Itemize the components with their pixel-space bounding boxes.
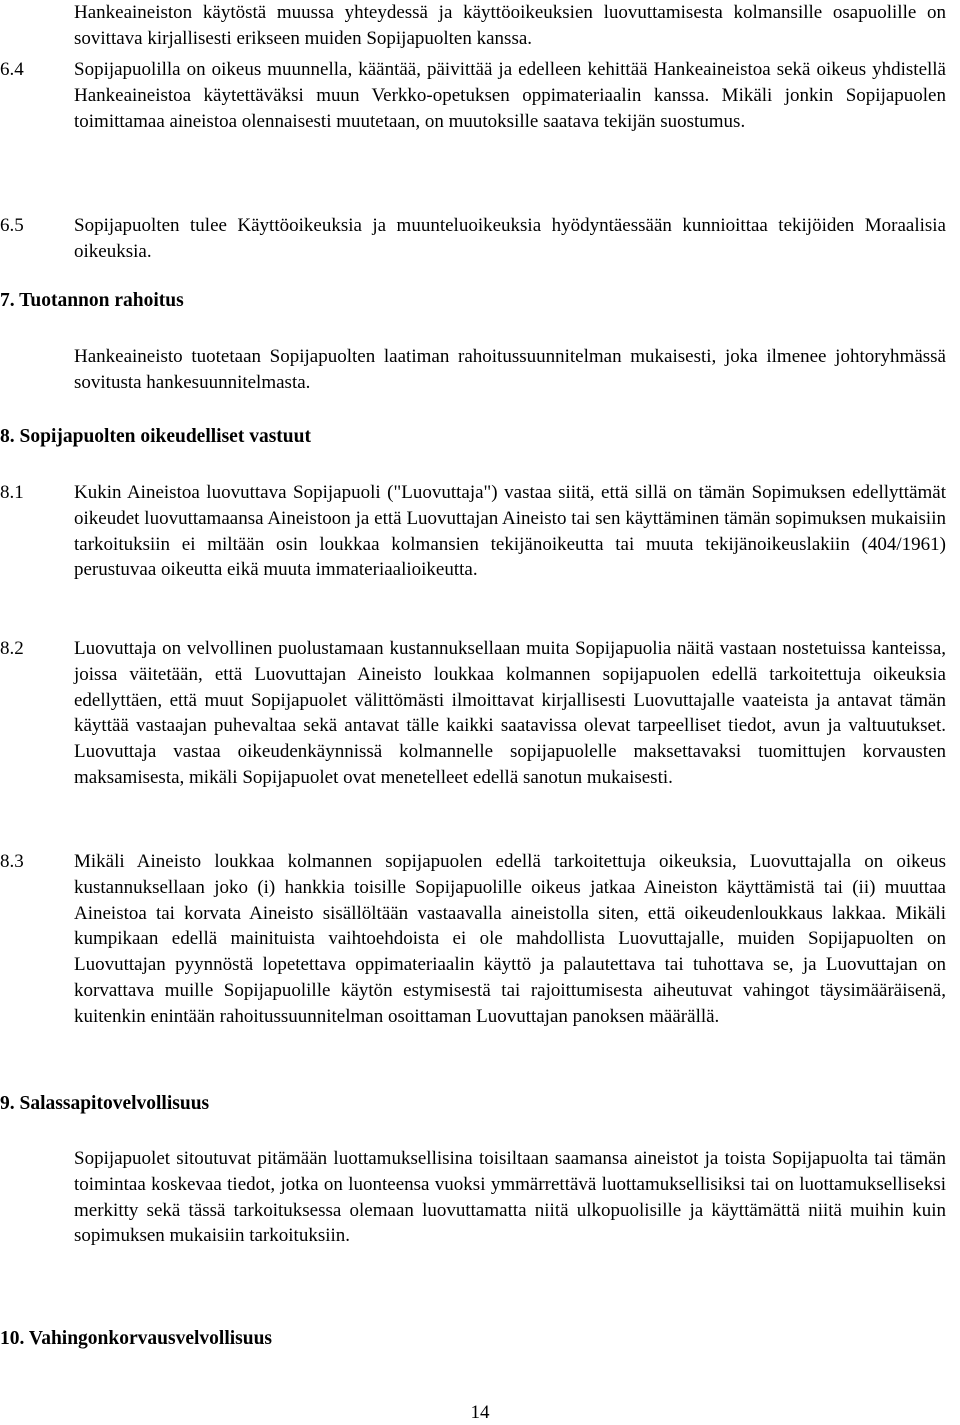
clause-text: Sopijapuolten tulee Käyttöoikeuksia ja muunteluoikeuksia hyödyntäessään kunnioittaa tekijöiden Moraalisia oikeuksia. — [74, 215, 946, 262]
top-paragraph: Hankeaineiston käytöstä muussa yhteydessä ja käyttöoikeuksien luovuttamisesta kolmansille osapuolille on sovittava kirjallisesti erikseen muiden Sopijapuolten kanssa. — [74, 2, 946, 49]
section-heading: 8. Sopijapuolten oikeudelliset vastuut — [0, 426, 311, 447]
clause-text: Luovuttaja on velvollinen puolustamaan kustannuksellaan muita Sopijapuolia näitä vastaan nostetuissa kanteissa, joissa väitetään, että Luovuttajan Aineisto loukkaa kolmannen sopijapuolen edellä tarkoitettuja oikeuksia edellyttäen, että muut Sopijapuolet välittömästi ilmoittavat kirjallisesti Luovuttajalle vaateista ja antavat tämän käyttää vastaajan puhevaltaa sekä antavat tälle kaikki saatavissa olevat tarpeelliset tiedot, avun ja valtuutukset. Luovuttaja vastaa oikeudenkäynnissä kolmannelle sopijapuolelle maksettavaksi tuomittujen korvausten maksamisesta, mikäli Sopijapuolet ovat menetelleet edellä sanotun mukaisesti. — [74, 638, 946, 788]
section-heading: 10. Vahingonkorvausvelvollisuus — [0, 1328, 273, 1349]
section-heading: 7. Tuotannon rahoitus — [0, 290, 184, 311]
clause-number: 8.3 — [0, 851, 24, 872]
clause-number: 8.1 — [0, 482, 24, 503]
clause-number: 8.2 — [0, 638, 24, 659]
page-number: 14 — [470, 1402, 490, 1423]
clause-text: Kukin Aineistoa luovuttava Sopijapuoli ("Luovuttaja") vastaa siitä, että sillä on tämän Sopimuksen edellyttämät oikeudet luovuttamaansa Aineistoon ja että Luovuttajan Aineisto tai sen käyttäminen tämän sopimuksen mukaisiin tarkoituksiin ei miltään osin loukkaa kolmansien tekijänoikeutta tai muuta tekijänoikeuslakiin (404/1961) perustuvaa oikeutta eikä muuta immateriaalioikeutta. — [74, 482, 946, 581]
section-text: Hankeaineisto tuotetaan Sopijapuolten laatiman rahoitussuunnitelman mukaisesti, joka ilmenee johtoryhmässä sovitusta hankesuunnitelmasta. — [74, 346, 946, 393]
clause-number: 6.5 — [0, 215, 24, 236]
clause-number: 6.4 — [0, 59, 24, 80]
clause-text: Sopijapuolilla on oikeus muunnella, kääntää, päivittää ja edelleen kehittää Hankeaineistoa sekä oikeus yhdistellä Hankeaineistoa käytettäväksi muun Verkko-opetuksen oppimateriaalin kanssa. Mikäli jonkin Sopijapuolen toimittamaa aineistoa olennaisesti muutetaan, on muutoksille saatava tekijän suostumus. — [74, 59, 946, 132]
section-heading: 9. Salassapitovelvollisuus — [0, 1093, 210, 1114]
section-text: Sopijapuolet sitoutuvat pitämään luottamuksellisina toisiltaan saamansa aineistot ja toista Sopijapuolta tai tämän toimintaa koskevaa tiedot, jotka on luonteensa vuoksi ymmärrettävä luottamuksellisiksi tai on luottamukselliseksi merkitty sekä tässä tarkoituksessa olemaan luovuttamatta niitä ulkopuolisille ja käyttämättä niitä muihin kuin sopimuksen mukaisiin tarkoituksiin. — [74, 1148, 946, 1247]
clause-text: Mikäli Aineisto loukkaa kolmannen sopijapuolen edellä tarkoitettuja oikeuksia, Luovuttajalla on oikeus kustannuksellaan joko (i) hankkia toisille Sopijapuolille oikeus jatkaa Aineiston käyttämistä tai (ii) muuttaa Aineistoa tai korvata Aineisto sisällöltään vastaavalla aineistolla siten, että oikeudenloukkaus lakkaa. Mikäli kumpikaan edellä mainituista vaihtoehdoista ei ole mahdollista Luovuttajalle, muiden Sopijapuolten on Luovuttajan pyynnöstä lopetettava oppimateriaalin käyttö ja palautettava tai tuhottava se, ja Luovuttajan on korvattava muille Sopijapuolille käytön estymisestä tai rajoittumisesta aiheutuvat vahingot täysimääräisenä, kuitenkin enintään rahoitussuunnitelman osoittaman Luovuttajan panoksen määrällä. — [74, 851, 946, 1027]
